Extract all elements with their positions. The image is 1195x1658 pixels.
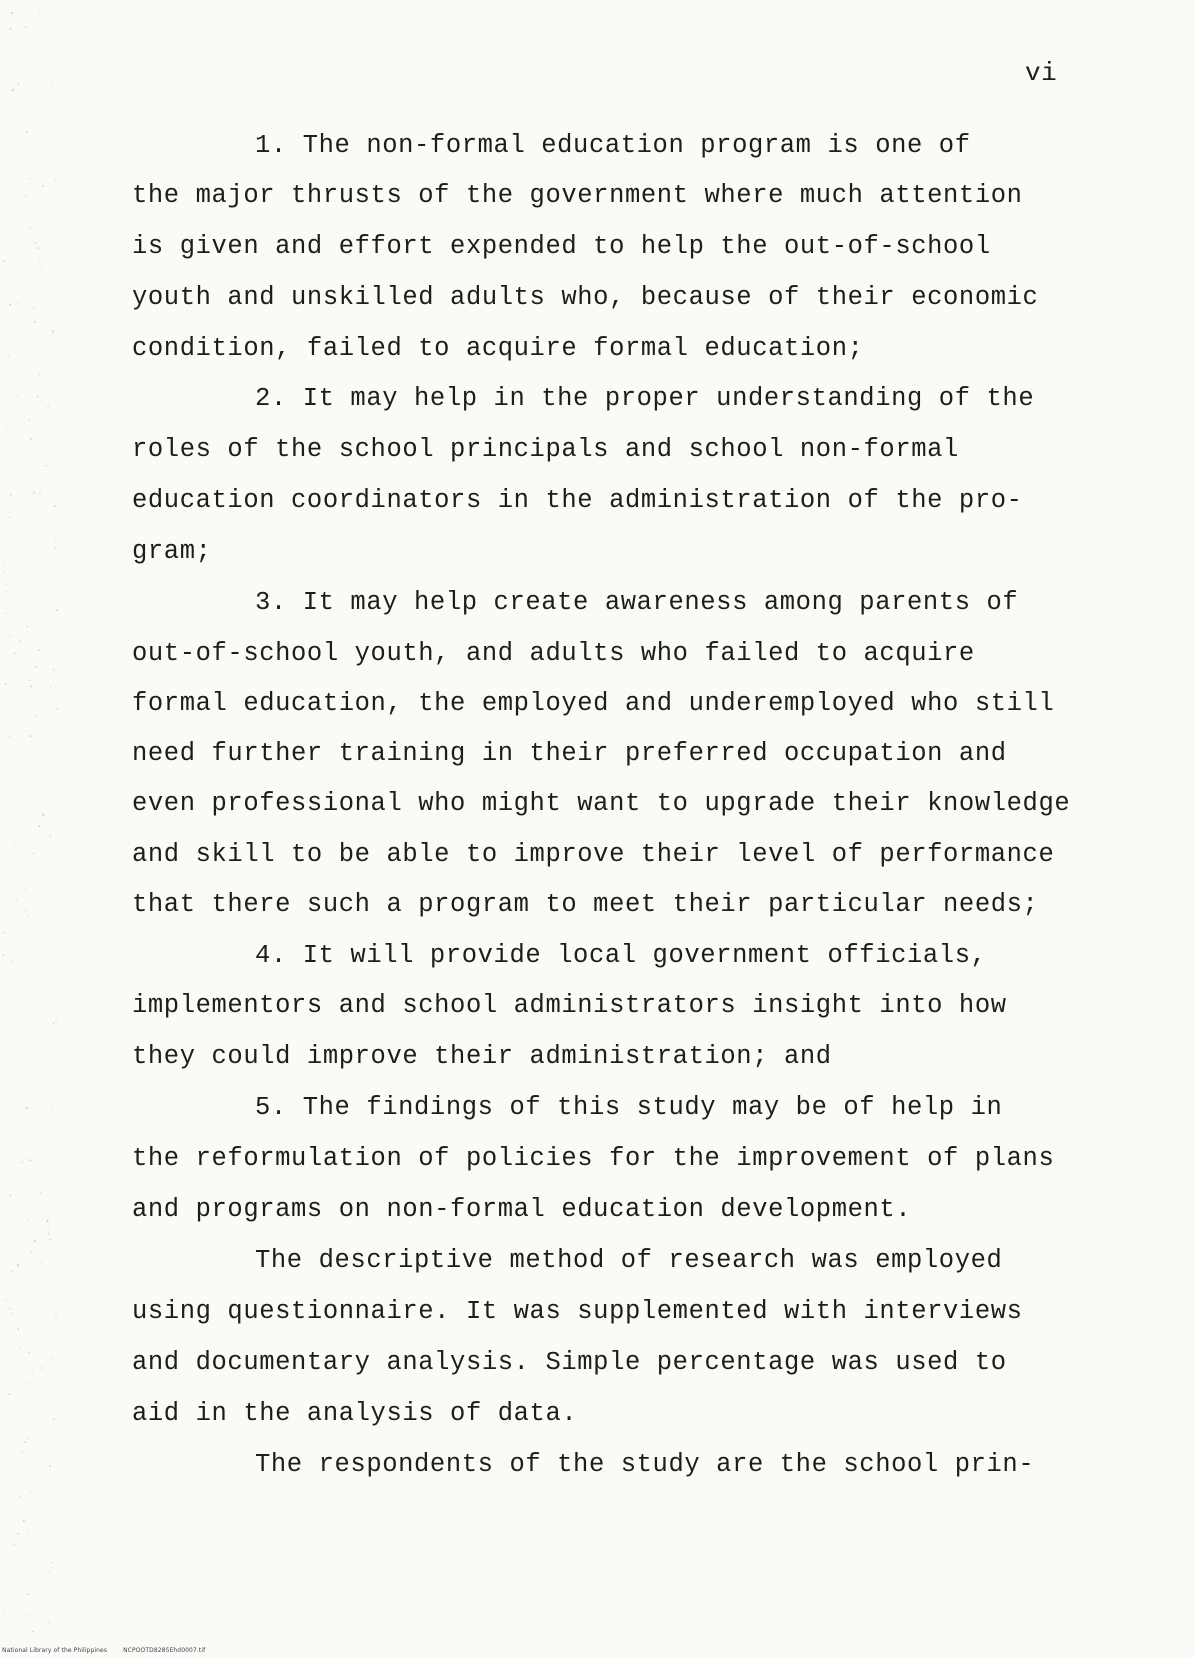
text-line: 5. The findings of this study may be of help in	[255, 1093, 1003, 1122]
text-line: education coordinators in the administration of the pro-	[132, 486, 1023, 515]
text-line: and documentary analysis. Simple percentage was used to	[132, 1348, 1007, 1377]
text-line: The respondents of the study are the school prin-	[255, 1450, 1035, 1479]
text-line: need further training in their preferred occupation and	[132, 739, 1007, 768]
text-line: roles of the school principals and school non-formal	[132, 435, 959, 464]
page-number: vi	[1025, 58, 1058, 88]
text-line: 3. It may help create awareness among parents of	[255, 588, 1019, 617]
text-line: condition, failed to acquire formal education;	[132, 334, 864, 363]
footer-library: National Library of the Philippines	[2, 1647, 108, 1654]
text-line: 1. The non-formal education program is one of	[255, 131, 971, 160]
text-line: 2. It may help in the proper understanding of the	[255, 384, 1035, 413]
footer-file: NCPOOTD8285Ehd0007.tif	[123, 1647, 206, 1654]
scan-edge-noise	[0, 0, 70, 1658]
text-line: is given and effort expended to help the out-of-school	[132, 232, 991, 261]
text-line: using questionnaire. It was supplemented with interviews	[132, 1297, 1023, 1326]
text-line: the reformulation of policies for the improvement of plans	[132, 1144, 1055, 1173]
text-line: aid in the analysis of data.	[132, 1399, 578, 1428]
text-line: The descriptive method of research was employed	[255, 1246, 1003, 1275]
text-line: they could improve their administration; and	[132, 1042, 832, 1071]
text-line: and skill to be able to improve their level of performance	[132, 840, 1055, 869]
text-line: formal education, the employed and underemployed who still	[132, 689, 1055, 718]
text-line: gram;	[132, 537, 212, 566]
text-line: and programs on non-formal education development.	[132, 1195, 912, 1224]
text-line: the major thrusts of the government where much attention	[132, 181, 1023, 210]
text-line: 4. It will provide local government officials,	[255, 941, 987, 970]
text-line: that there such a program to meet their particular needs;	[132, 890, 1039, 919]
text-line: out-of-school youth, and adults who failed to acquire	[132, 639, 975, 668]
text-line: even professional who might want to upgrade their knowledge	[132, 789, 1071, 818]
text-line: implementors and school administrators insight into how	[132, 991, 1007, 1020]
scan-footer	[2, 1647, 219, 1654]
text-line: youth and unskilled adults who, because of their economic	[132, 283, 1039, 312]
